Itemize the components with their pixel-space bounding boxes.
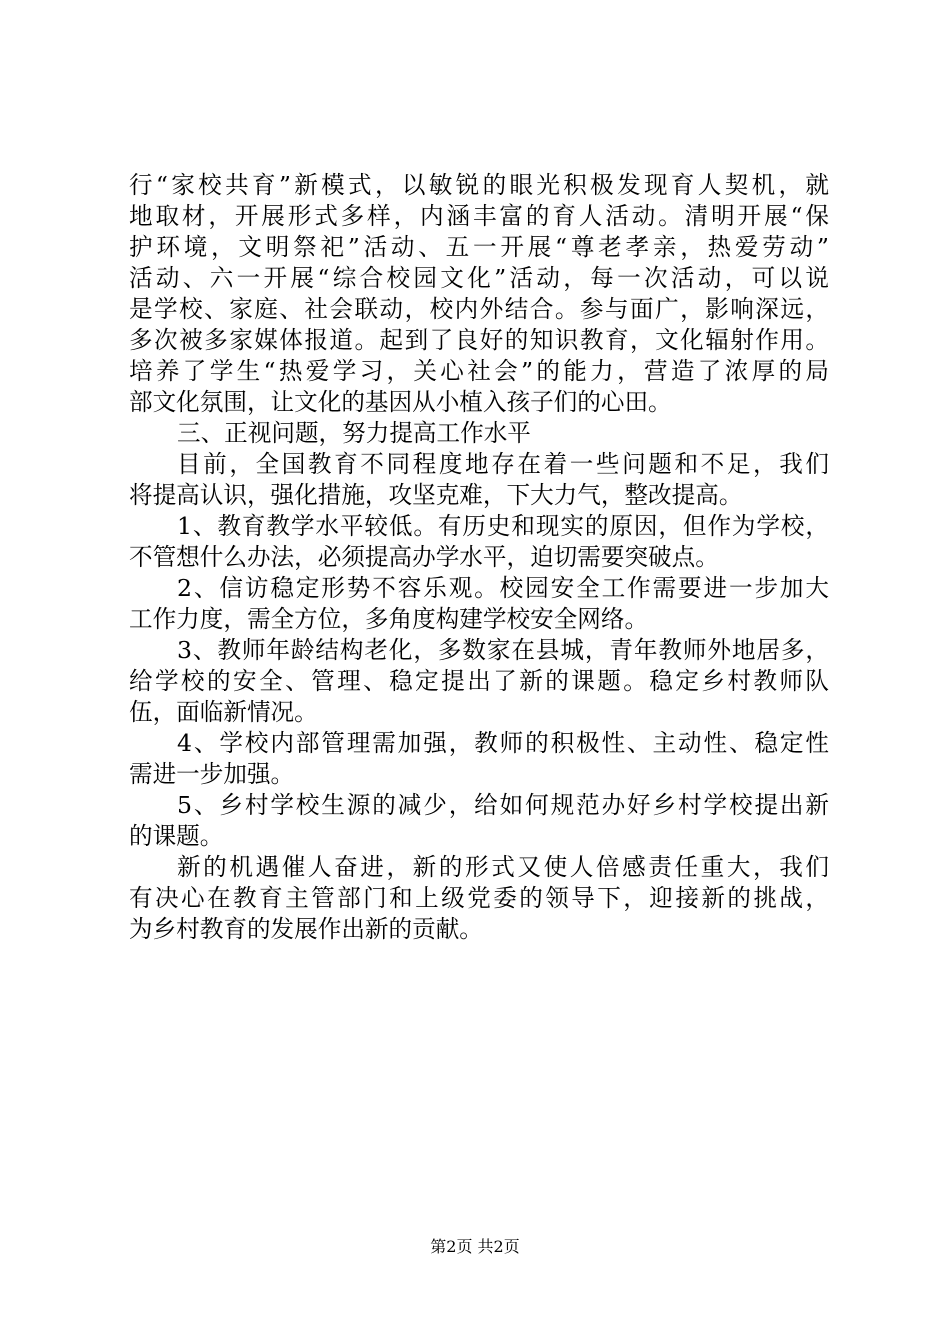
paragraph-line: 部文化氛围，让文化的基因从小植入孩子们的心田。 xyxy=(129,388,672,416)
list-item-line: 的课题。 xyxy=(129,822,224,850)
paragraph-line: 新的机遇催人奋进，新的形式又使人倍感责任重大，我们 xyxy=(177,853,829,881)
paragraph-line: 地取材，开展形式多样，内涵丰富的育人活动。清明开展“保 xyxy=(129,202,829,230)
list-item-line: 工作力度，需全方位，多角度构建学校安全网络。 xyxy=(129,605,649,633)
section-heading: 三、正视问题，努力提高工作水平 xyxy=(177,419,531,447)
paragraph-line: 目前，全国教育不同程度地存在着一些问题和不足，我们 xyxy=(177,450,829,478)
list-item-line: 伍，面临新情况。 xyxy=(129,698,318,726)
paragraph-line: 行“家校共育”新模式，以敏锐的眼光积极发现育人契机，就 xyxy=(129,171,829,199)
paragraph-line: 护环境，文明祭祀”活动、五一开展“尊老孝亲，热爱劳动” xyxy=(129,233,829,261)
list-item-line: 2、信访稳定形势不容乐观。校园安全工作需要进一步加大 xyxy=(177,574,829,602)
paragraph-line: 培养了学生“热爱学习，关心社会”的能力，营造了浓厚的局 xyxy=(129,357,829,385)
list-item-line: 4、学校内部管理需加强，教师的积极性、主动性、稳定性 xyxy=(177,729,829,757)
list-item-line: 需进一步加强。 xyxy=(129,760,295,788)
list-item-line: 5、乡村学校生源的减少，给如何规范办好乡村学校提出新 xyxy=(177,791,829,819)
list-item-line: 不管想什么办法，必须提高办学水平，迫切需要突破点。 xyxy=(129,543,719,571)
page-number-footer: 第2页 共2页 xyxy=(430,1237,520,1256)
paragraph-line: 多次被多家媒体报道。起到了良好的知识教育，文化辐射作用。 xyxy=(129,326,829,354)
paragraph-line: 为乡村教育的发展作出新的贡献。 xyxy=(129,915,483,943)
paragraph-line: 有决心在教育主管部门和上级党委的领导下，迎接新的挑战， xyxy=(129,884,829,912)
list-item-line: 1、教育教学水平较低。有历史和现实的原因，但作为学校， xyxy=(177,512,829,540)
paragraph-line: 活动、六一开展“综合校园文化”活动，每一次活动，可以说 xyxy=(129,264,829,292)
document-body xyxy=(129,170,829,945)
list-item-line: 3、教师年龄结构老化，多数家在县城，青年教师外地居多， xyxy=(177,636,829,664)
paragraph-line: 将提高认识，强化措施，攻坚克难，下大力气，整改提高。 xyxy=(129,481,743,509)
paragraph-line: 是学校、家庭、社会联动，校内外结合。参与面广，影响深远， xyxy=(129,295,829,323)
list-item-line: 给学校的安全、管理、稳定提出了新的课题。稳定乡村教师队 xyxy=(129,667,829,695)
